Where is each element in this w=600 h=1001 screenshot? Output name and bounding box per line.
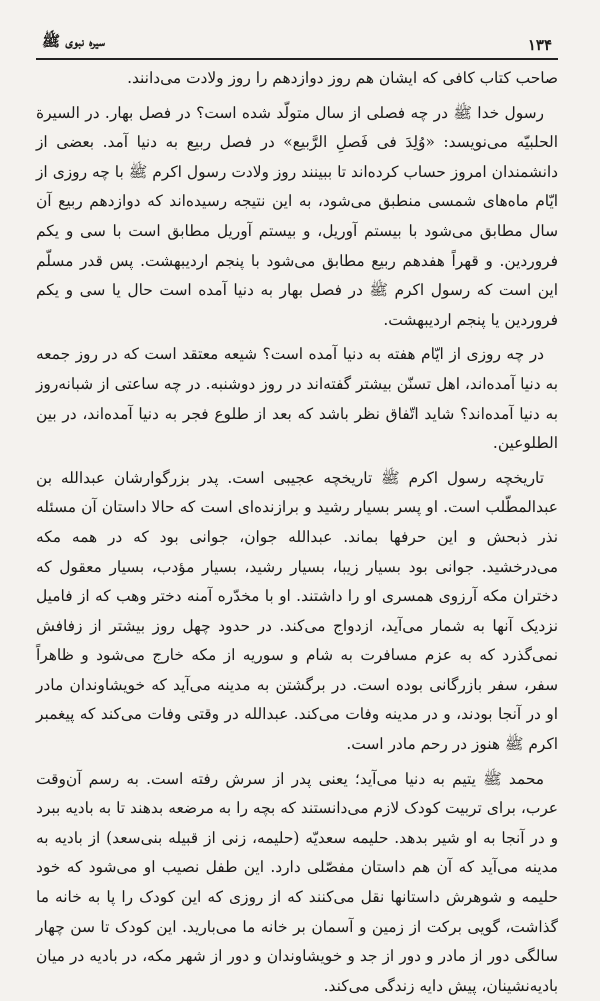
- paragraph: محمد ﷺ یتیم به دنیا می‌آید؛ یعنی پدر از سرش رفته است. به رسم آن‌وقت عرب، برای تربیت کودک لازم می‌دانستند که بچه را به مرضعه بدهند تا به بادیه ببرد و در آنجا به او شیر بدهد. حلیمه سعدیّه (حلیمه، زنی از قبیله بنی‌سعد) از بادیه به مدینه می‌آید که آن هم داستان مفصّلی دارد. این طفل نصیب او می‌شود که خود حلیمه و شوهرش داستانها نقل می‌کنند که از روزی که این کودک را پا به خانه ما گذاشت، گویی برکت از زمین و آسمان بر خانه ما می‌بارید. این کودک تا سن چهار سالگی دور از مادر و دور از جد و خویشاوندان و دور از شهر مکه، در بادیه در میان بادیه‌نشینان، پیش دایه زندگی می‌کند.: [36, 769, 558, 995]
- paragraph: صاحب کتاب کافی که ایشان هم روز دوازدهم را روز ولادت می‌دانند.: [127, 69, 558, 87]
- paragraph: تاریخچه رسول اکرم ﷺ تاریخچه عجیبی است. پدر بزرگوارشان عبدالله بن عبدالمطّلب است. او پسر بسیار رشید و برازنده‌ای است که حالا داستان آن مسئله نذر ذبحش و این حرفها بماند. عبدالله جوان، جوانی بود که در همه مکه می‌درخشید. جوانی بود بسیار زیبا، بسیار رشید، بسیار مؤدب، بسیار معقول که دختران مکه آرزوی همسری او را داشتند. او با مخدّره آمنه دختر وهب که از فامیل نزدیک آنها به شمار می‌آید، ازدواج می‌کند. در حدود چهل روز بیشتر از زفافش نمی‌گذرد که به عزم مسافرت به شام و سوریه از مکه خارج می‌شود و ظاهراً سفر، سفر بازرگانی بوده است. در برگشتن به مدینه می‌آید که خویشاوندان مادر او در آنجا بودند، و در مدینه وفات می‌کند. عبدالله در وقتی وفات می‌کند که پیغمبر اکرم ﷺ هنوز در رحم مادر است.: [36, 468, 558, 754]
- paragraph: رسول خدا ﷺ در چه فصلی از سال متولّد شده است؟ در فصل بهار. در السیرة الحلبیّه می‌نویسد: «وُلِدَ فی فَصلِ الرَّبیع» در فصل ربیع به دنیا آمد. بعضی از دانشمندان امروز حساب کرده‌اند تا ببینند روز ولادت رسول اکرم ﷺ با چه روزی از ایّام ماه‌های شمسی منطبق می‌شود، به این نتیجه رسیده‌اند که دوازدهم ربیع آن سال مطابق می‌شود با بیستم آوریل، و بیستم آوریل مطابق است با سی و یکم فروردین. و قهراً هفدهم ربیع مطابق می‌شود با پنجم اردیبهشت. پس قدر مسلّم این است که رسول اکرم ﷺ در فصل بهار به دنیا آمده است حال یا سی و یکم فروردین یا پنجم اردیبهشت.: [36, 103, 558, 329]
- running-title: سیره نبوی ﷺ: [42, 32, 105, 50]
- page-header: [36, 26, 558, 60]
- paragraph: در چه روزی از ایّام هفته به دنیا آمده است؟ شیعه معتقد است که در روز جمعه به دنیا آمده‌اند، اهل تسنّن بیشتر گفته‌اند در روز دوشنبه. در چه ساعتی از شبانه‌روز به دنیا آمده‌اند؟ شاید اتّفاق نظر باشد که بعد از طلوع فجر به دنیا آمده‌اند، در بین الطلوعین.: [36, 345, 558, 453]
- page-number: ۱۳۴: [527, 36, 552, 54]
- page-body: [36, 64, 558, 1001]
